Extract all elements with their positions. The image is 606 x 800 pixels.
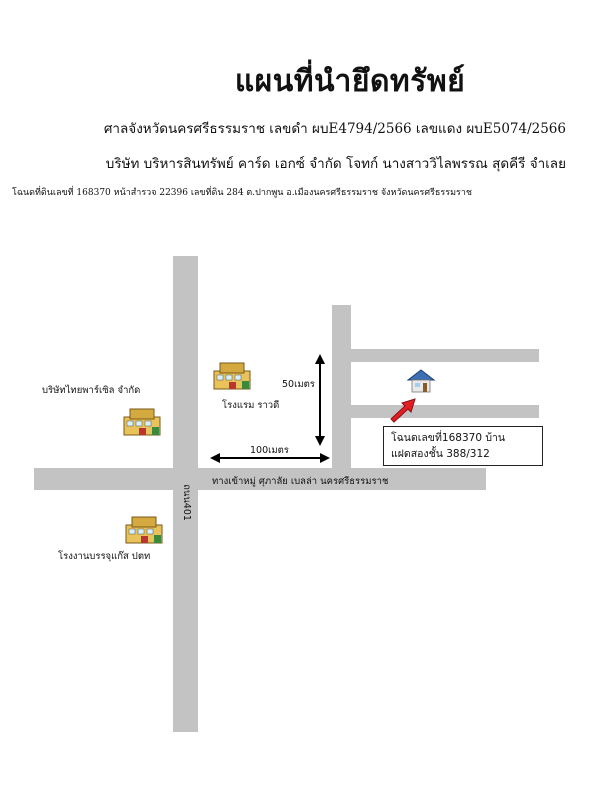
horizontal-distance-label: 100เมตร	[250, 445, 289, 456]
deed-line: โฉนดที่ดินเลขที่ 168370 หน้าสำรวจ 22396 เลขที่ดิน 284 ต.ปากพูน อ.เมืองนครศรีธรรมราช จังหวัดนครศรีธรรมราช	[12, 188, 473, 198]
hotel-label: โรงแรม ราวดี	[222, 400, 280, 411]
target-property-callout	[383, 426, 543, 466]
callout-line-1: โฉนดเลขที่168370 บ้าน	[391, 432, 506, 444]
vertical-dimension-line	[315, 354, 325, 446]
company-label: บริษัทไทยพาร์เซิล จำกัด	[42, 385, 141, 396]
map-title: แผนที่นำยึดทรัพย์	[234, 64, 466, 99]
red-location-arrow	[391, 399, 415, 422]
vertical-road-label: ถนน401	[180, 483, 192, 521]
horizontal-road-label: ทางเข้าหมู่ ศุภาลัย เบลล่า นครศรีธรรมราช	[212, 476, 389, 487]
court-case-line: ศาลจังหวัดนครศรีธรรมราช เลขดำ ผบE4794/2566 เลขแดง ผบE5074/2566	[103, 121, 566, 137]
parties-line: บริษัท บริหารสินทรัพย์ คาร์ด เอกซ์ จำกัด โจทก์ นางสาววิไลพรรณ สุดคีรี จำเลย	[105, 156, 566, 172]
vertical-distance-label: 50เมตร	[282, 379, 315, 390]
callout-line-2: แฝดสองชั้น 388/312	[391, 448, 490, 460]
gas-plant-label: โรงงานบรรจุแก๊ส ปตท	[58, 551, 151, 562]
